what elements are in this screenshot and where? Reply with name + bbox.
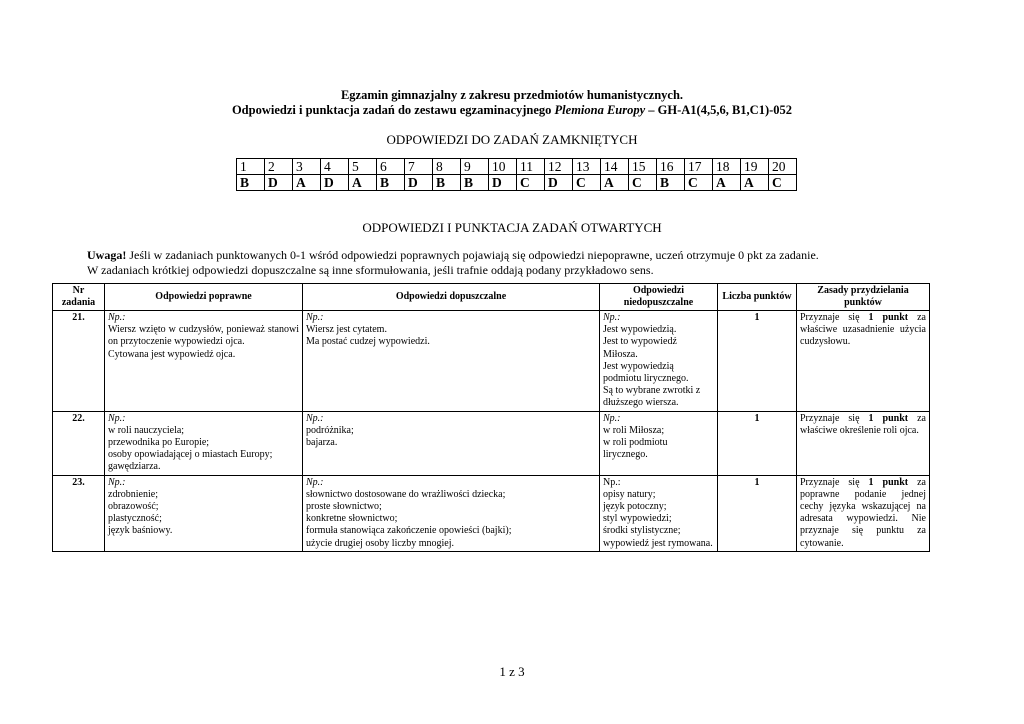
unacceptable-answers: [600, 475, 718, 551]
correct-answers: [105, 311, 303, 412]
table-row: [53, 311, 930, 412]
answer-key-cell: A: [293, 175, 321, 191]
question-number-cell: 5: [349, 159, 377, 175]
acceptable-answers: [303, 475, 600, 551]
scoring-rules: [797, 411, 930, 475]
answer-key-cell: A: [741, 175, 769, 191]
question-number-cell: 18: [713, 159, 741, 175]
answer-item: Są to wybrane zwrotki z dłuższego wiersza.: [603, 385, 701, 409]
unacceptable-answers: [600, 311, 718, 412]
header-points: Liczba punktów: [718, 284, 797, 311]
answer-item: w roli Miłosza;: [603, 424, 665, 436]
scoring-rules: [797, 311, 930, 412]
answer-item: w roli nauczyciela;: [108, 424, 185, 436]
open-table-header: [53, 284, 930, 311]
points-value: 1: [718, 411, 797, 475]
answer-key-cell: B: [461, 175, 489, 191]
answer-item: w roli podmiotu lirycznego.: [603, 437, 668, 461]
open-answers-table: [52, 283, 930, 552]
question-number-cell: 1: [237, 159, 265, 175]
answer-item: podróżnika;: [306, 424, 354, 436]
answer-item: Wiersz jest cytatem.: [306, 324, 387, 336]
header-unacceptable: Odpowiedzi niedopuszczalne: [600, 284, 718, 311]
example-marker: Np.:: [603, 412, 621, 424]
note-line-1: [87, 248, 947, 263]
note-warning: Uwaga!: [87, 248, 127, 262]
rules-points: 1 punkt: [868, 412, 909, 424]
answer-key-cell: D: [321, 175, 349, 191]
points-value: 1: [718, 311, 797, 412]
document-header: [0, 88, 1024, 118]
points-value: 1: [718, 475, 797, 551]
answer-key-cell: C: [685, 175, 713, 191]
example-marker: Np.:: [108, 476, 126, 488]
closed-answers-table: [236, 158, 797, 191]
answer-item: Jest wypowiedzią.: [603, 324, 677, 336]
question-number-cell: 19: [741, 159, 769, 175]
answer-item: środki stylistyczne;: [603, 525, 681, 537]
rules-text: za właściwe określenie roli ojca.: [800, 412, 926, 436]
note-line-2: W zadaniach krótkiej odpowiedzi dopuszczalne są inne sformułowania, jeśli trafnie oddają podany przykładowo sens.: [87, 263, 654, 277]
task-number: 22.: [53, 411, 105, 475]
answer-item: formuła stanowiąca zakończenie opowieści (bajki);: [306, 525, 512, 537]
table-row: [53, 411, 930, 475]
header-nr: Nr zadania: [53, 284, 105, 311]
answer-item: opisy natury;: [603, 488, 656, 500]
answer-item: wypowiedź jest rymowana.: [603, 537, 713, 549]
answer-item: przewodnika po Europie;: [108, 437, 210, 449]
rules-text: za właściwe uzasadnienie użycia cudzysłowu.: [800, 312, 926, 348]
answer-item: bajarza.: [306, 437, 338, 449]
rules-text: Przyznaje się: [800, 312, 869, 323]
answer-key-cell: D: [545, 175, 573, 191]
answer-item: Ma postać cudzej wypowiedzi.: [306, 336, 430, 348]
acceptable-answers: [303, 311, 600, 412]
answer-key-cell: C: [629, 175, 657, 191]
answer-key-cell: D: [489, 175, 517, 191]
example-marker: Np.:: [306, 476, 324, 488]
table-row: [53, 475, 930, 551]
closed-numbers-row: [237, 159, 797, 175]
rules-text: Przyznaje się: [800, 412, 869, 424]
answer-key-cell: B: [657, 175, 685, 191]
answer-item: plastyczność;: [108, 513, 162, 525]
question-number-cell: 6: [377, 159, 405, 175]
answer-item: język potoczny;: [603, 501, 667, 513]
note-text: Jeśli w zadaniach punktowanych 0-1 wśród odpowiedzi poprawnych pojawiają się odpowiedzi niepoprawne, uczeń otrzymuje 0 pkt za zadanie.: [126, 248, 819, 262]
correct-answers: [105, 411, 303, 475]
answer-key-cell: B: [433, 175, 461, 191]
header-acceptable: Odpowiedzi dopuszczalne: [303, 284, 600, 311]
header-line-2-title: Plemiona Europy: [554, 103, 646, 117]
answer-item: proste słownictwo;: [306, 501, 382, 513]
question-number-cell: 11: [517, 159, 545, 175]
answer-item: Cytowana jest wypowiedź ojca.: [108, 348, 236, 360]
example-marker: Np.:: [108, 412, 126, 424]
question-number-cell: 17: [685, 159, 713, 175]
question-number-cell: 16: [657, 159, 685, 175]
question-number-cell: 20: [769, 159, 797, 175]
question-number-cell: 4: [321, 159, 349, 175]
question-number-cell: 13: [573, 159, 601, 175]
header-correct: Odpowiedzi poprawne: [105, 284, 303, 311]
closed-section-title: ODPOWIEDZI DO ZADAŃ ZAMKNIĘTYCH: [386, 132, 638, 147]
question-number-cell: 3: [293, 159, 321, 175]
question-number-cell: 12: [545, 159, 573, 175]
example-marker: Np.:: [603, 476, 621, 488]
question-number-cell: 15: [629, 159, 657, 175]
example-marker: Np.:: [306, 412, 324, 424]
answer-item: obrazowość;: [108, 501, 159, 513]
task-number: 21.: [53, 311, 105, 412]
answer-item: zdrobnienie;: [108, 488, 158, 500]
answer-item: gawędziarza.: [108, 461, 161, 473]
header-line-2-code: – GH-A1(4,5,6, B1,C1)-052: [645, 103, 793, 117]
answer-key-cell: C: [573, 175, 601, 191]
correct-answers: [105, 475, 303, 551]
answer-key-cell: A: [713, 175, 741, 191]
answer-key-cell: C: [769, 175, 797, 191]
question-number-cell: 10: [489, 159, 517, 175]
question-number-cell: 8: [433, 159, 461, 175]
answer-key-cell: D: [405, 175, 433, 191]
question-number-cell: 7: [405, 159, 433, 175]
header-rules: Zasady przydzielania punktów: [797, 284, 930, 311]
closed-answers-row: [237, 175, 797, 191]
answer-key-cell: C: [517, 175, 545, 191]
rules-points: 1 punkt: [868, 476, 909, 488]
page-number: 1 z 3: [499, 664, 525, 679]
answer-item: Wiersz wzięto w cudzysłów, ponieważ stanowi on przytoczenie wypowiedzi ojca.: [108, 324, 299, 348]
answer-key-cell: D: [265, 175, 293, 191]
example-marker: Np.:: [603, 312, 621, 323]
task-number: 23.: [53, 475, 105, 551]
unacceptable-answers: [600, 411, 718, 475]
header-line-1: Egzamin gimnazjalny z zakresu przedmiotów humanistycznych.: [340, 88, 684, 102]
answer-key-cell: A: [601, 175, 629, 191]
answer-item: osoby opowiadającej o miastach Europy;: [108, 449, 273, 461]
question-number-cell: 14: [601, 159, 629, 175]
open-section-title: ODPOWIEDZI I PUNKTACJA ZADAŃ OTWARTYCH: [362, 220, 662, 235]
rules-text: Przyznaje się: [800, 476, 869, 488]
answer-key-cell: B: [377, 175, 405, 191]
acceptable-answers: [303, 411, 600, 475]
question-number-cell: 2: [265, 159, 293, 175]
question-number-cell: 9: [461, 159, 489, 175]
answer-item: styl wypowiedzi;: [603, 513, 672, 525]
answer-item: język baśniowy.: [108, 525, 173, 537]
answer-item: Jest to wypowiedź Miłosza.: [603, 336, 677, 360]
example-marker: Np.:: [108, 312, 126, 323]
answer-key-cell: B: [237, 175, 265, 191]
rules-text: za poprawne podanie jednej cechy języka wskazującej na adresata wypowiedzi. Nie przyznaje się punktu za cytowanie.: [800, 476, 926, 549]
rules-points: 1 punkt: [868, 312, 909, 323]
scoring-rules: [797, 475, 930, 551]
scoring-note: [87, 248, 947, 278]
answer-item: Jest wypowiedzią podmiotu lirycznego.: [603, 360, 689, 385]
answer-item: użycie drugiej osoby liczby mnogiej.: [306, 537, 455, 549]
answer-item: słownictwo dostosowane do wrażliwości dziecka;: [306, 488, 506, 500]
answer-item: konkretne słownictwo;: [306, 513, 398, 525]
header-line-2: [0, 103, 1024, 118]
example-marker: Np.:: [306, 312, 324, 323]
header-line-2-prefix: Odpowiedzi i punktacja zadań do zestawu egzaminacyjnego: [231, 103, 555, 117]
answer-key-cell: A: [349, 175, 377, 191]
